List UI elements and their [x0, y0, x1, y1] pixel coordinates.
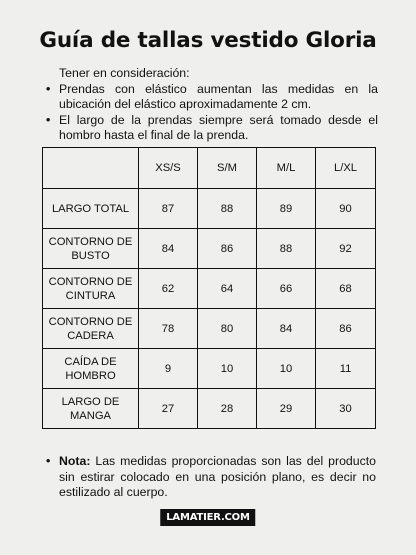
measure-cell: 88	[198, 189, 257, 229]
measure-cell: 30	[316, 389, 376, 429]
header-cell-size: L/XL	[316, 148, 376, 189]
row-label: CONTORNO DE BUSTO	[43, 229, 139, 269]
table-row	[43, 309, 376, 349]
measure-cell: 88	[257, 229, 316, 269]
measure-cell: 90	[316, 189, 376, 229]
intro-bullet: • Prendas con elástico aumentan las medidas en la ubicación del elástico aproximadamente 2 cm.	[46, 82, 378, 113]
measure-cell: 80	[198, 309, 257, 349]
row-label: LARGO DE MANGA	[43, 389, 139, 429]
note-text: Las medidas proporcionadas son las del producto sin estirar colocado en una posición plano, es decir no estilizado al cuerpo.	[59, 454, 376, 499]
intro-bullet-list	[46, 82, 378, 144]
measure-cell: 62	[139, 269, 198, 309]
intro-lead: Tener en consideración:	[59, 66, 190, 80]
measure-cell: 84	[257, 309, 316, 349]
brand-logo: LAMATIER.COM	[160, 509, 255, 526]
note-label: Nota:	[59, 454, 91, 468]
table-row	[43, 389, 376, 429]
page-title: Guía de tallas vestido Gloria	[39, 28, 377, 53]
measure-cell: 29	[257, 389, 316, 429]
note-section	[46, 454, 376, 501]
row-label: CONTORNO DE CADERA	[43, 309, 139, 349]
header-cell-empty	[43, 148, 139, 189]
measure-cell: 86	[198, 229, 257, 269]
size-table-header-row	[43, 148, 376, 189]
measure-cell: 89	[257, 189, 316, 229]
table-row	[43, 269, 376, 309]
measure-cell: 10	[257, 349, 316, 389]
note-list	[46, 454, 376, 501]
measure-cell: 10	[198, 349, 257, 389]
measure-cell: 68	[316, 269, 376, 309]
measure-cell: 64	[198, 269, 257, 309]
row-label: CAÍDA DE HOMBRO	[43, 349, 139, 389]
header-cell-size: S/M	[198, 148, 257, 189]
measure-cell: 66	[257, 269, 316, 309]
measure-cell: 92	[316, 229, 376, 269]
note-item	[46, 454, 376, 501]
header-cell-size: XS/S	[139, 148, 198, 189]
row-label: LARGO TOTAL	[43, 189, 139, 229]
measure-cell: 27	[139, 389, 198, 429]
intro-section	[46, 66, 378, 144]
measure-cell: 87	[139, 189, 198, 229]
measure-cell: 86	[316, 309, 376, 349]
row-label: CONTORNO DE CINTURA	[43, 269, 139, 309]
table-row	[43, 189, 376, 229]
measure-cell: 84	[139, 229, 198, 269]
intro-bullet: • El largo de la prendas siempre será tomado desde el hombro hasta el final de la prenda.	[46, 113, 378, 144]
size-table	[42, 147, 376, 429]
measure-cell: 28	[198, 389, 257, 429]
header-cell-size: M/L	[257, 148, 316, 189]
measure-cell: 11	[316, 349, 376, 389]
measure-cell: 9	[139, 349, 198, 389]
table-row	[43, 229, 376, 269]
measure-cell: 78	[139, 309, 198, 349]
table-row	[43, 349, 376, 389]
